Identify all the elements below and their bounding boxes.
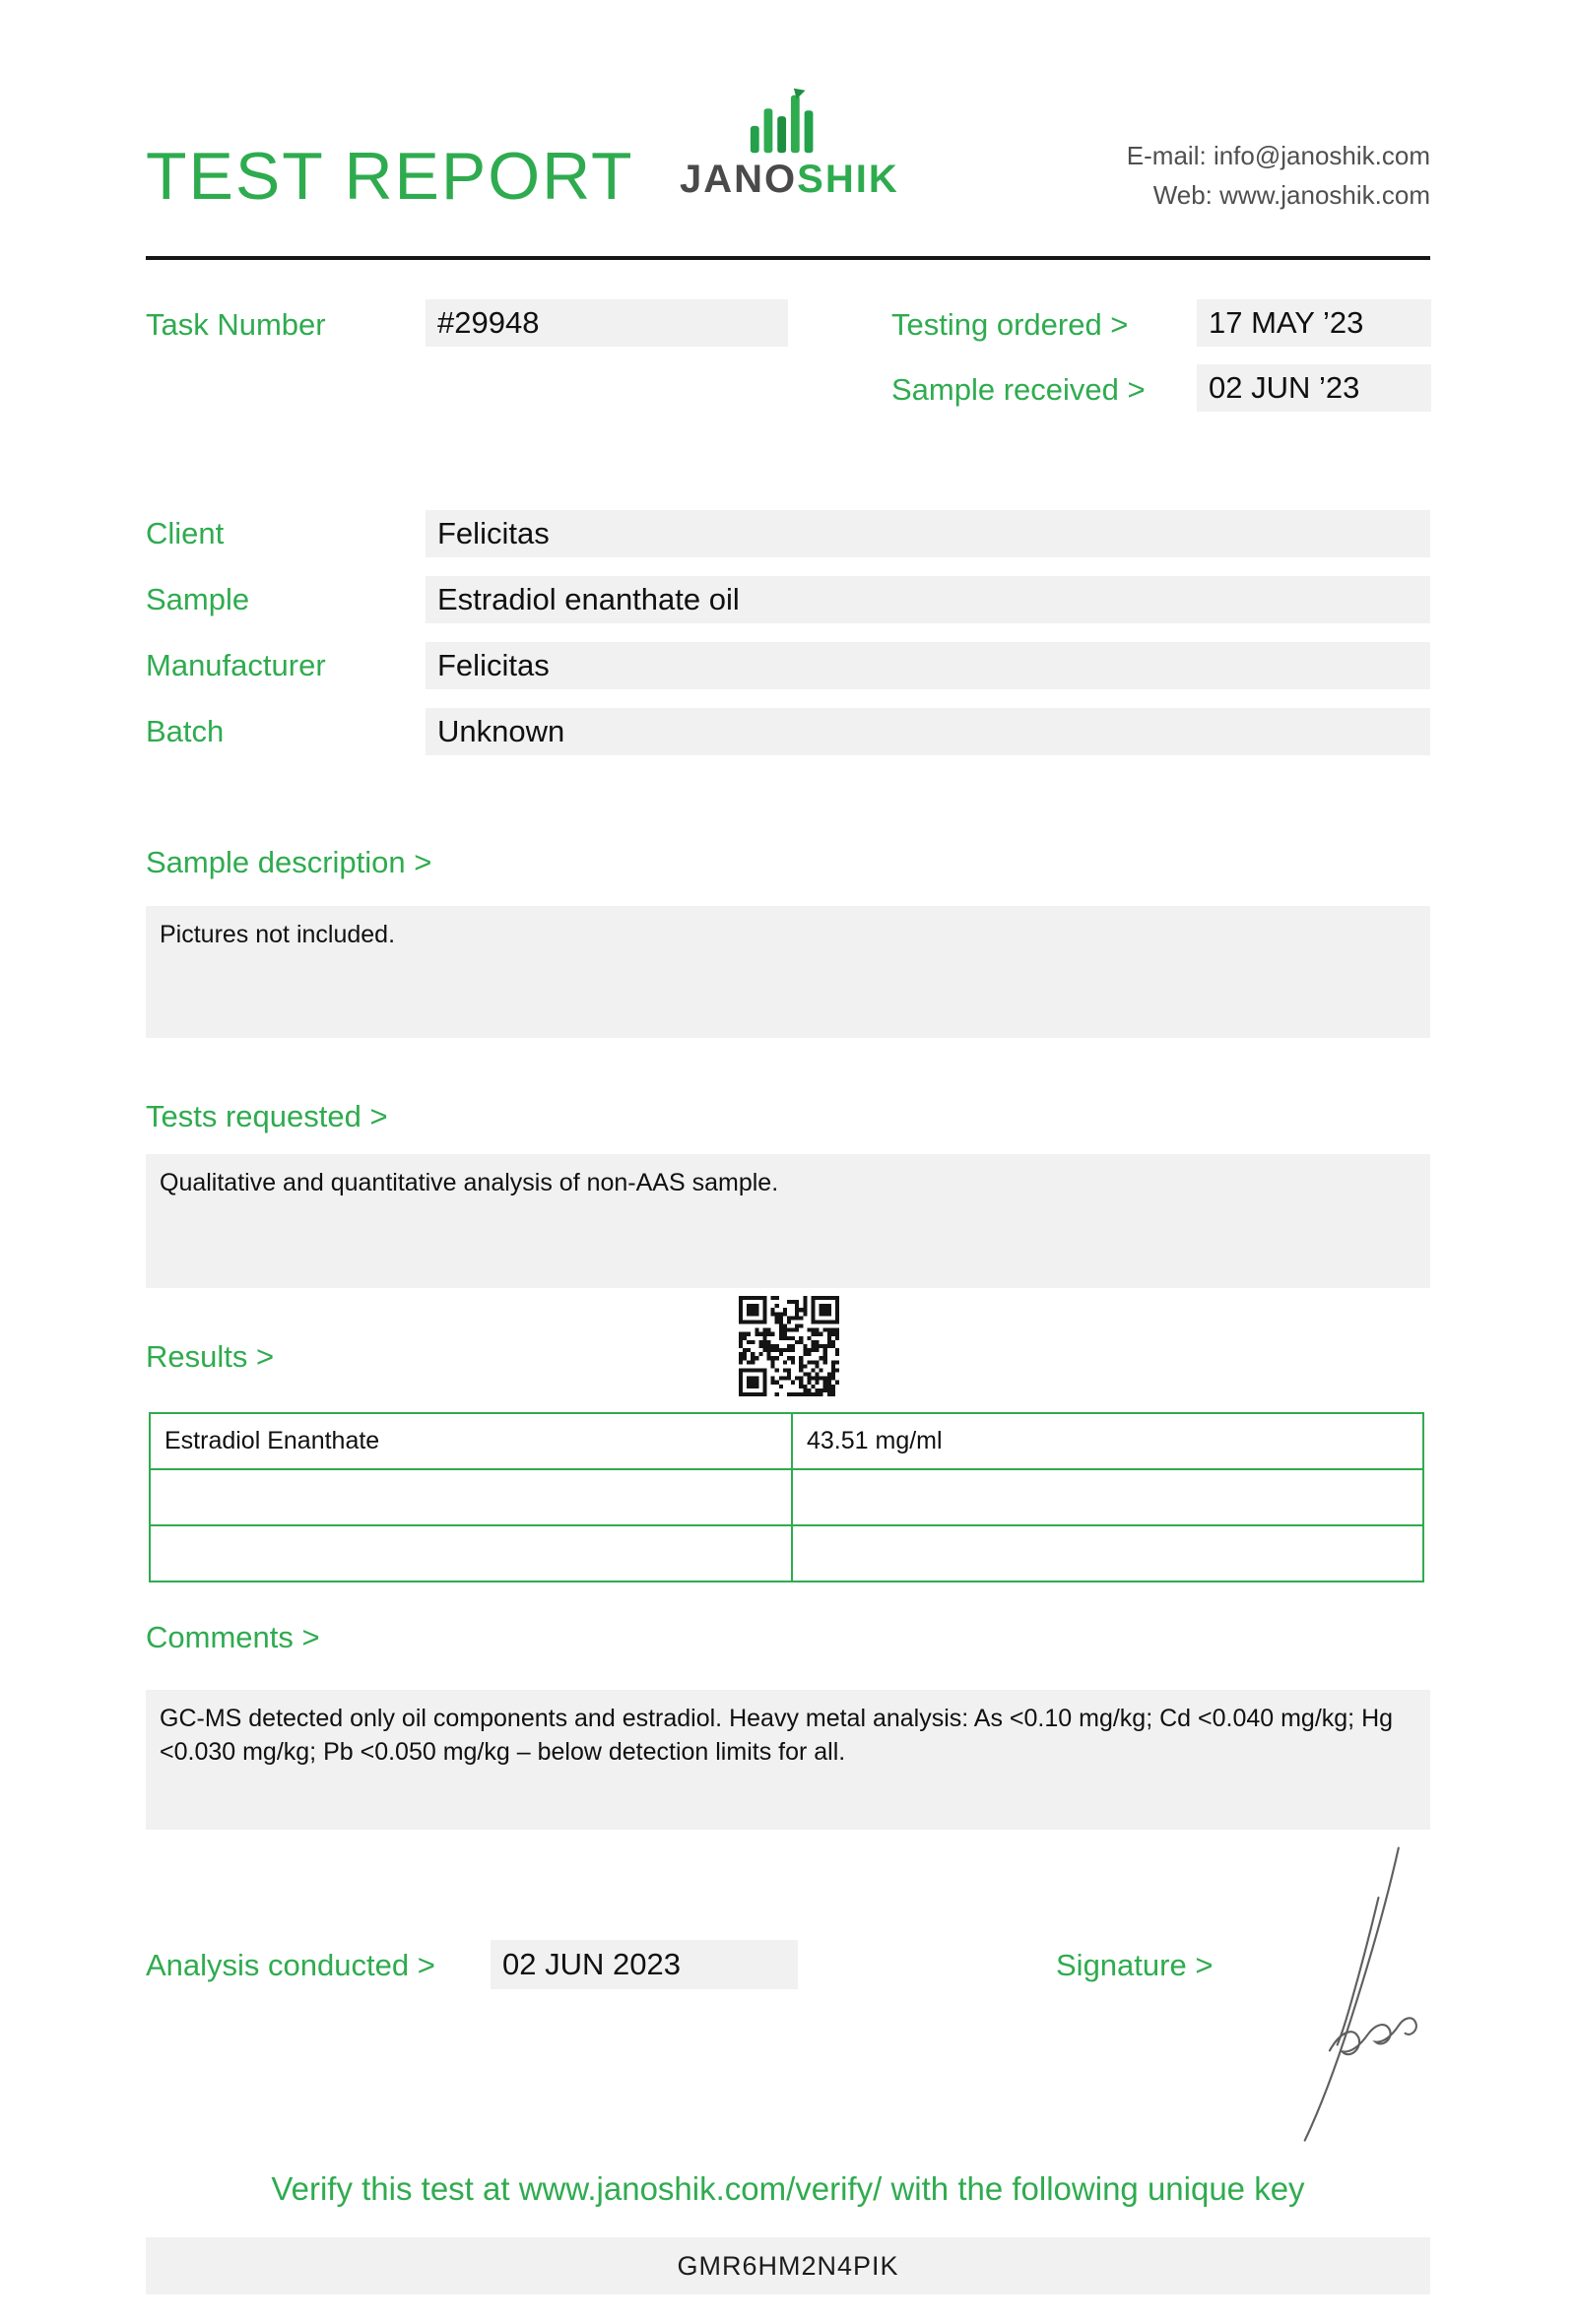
results-row [150,1525,1423,1582]
results-heading: Results > [146,1339,275,1374]
batch-value: Unknown [426,708,1430,755]
sample-received-value: 02 JUN ’23 [1197,364,1431,412]
signature-image [1263,1838,1425,2155]
comments-text: GC-MS detected only oil components and estradiol. Heavy metal analysis: As <0.10 mg/kg; Cd <0.040 mg/kg; Hg <0.030 mg/kg; Pb <0.050 mg/kg – below detection limits for all. [160,1705,1394,1766]
results-row [150,1469,1423,1525]
logo-chart-icon [745,87,831,156]
email-value: info@janoshik.com [1213,141,1430,170]
logo-text-shik: SHIK [797,158,899,201]
verify-text: Verify this test at www.janoshik.com/verify/ with the following unique key [271,2170,1305,2207]
tests-requested-box [146,1154,1430,1288]
batch-label: Batch [146,714,225,748]
contact-web [1127,175,1430,215]
logo-text-jano: JANO [680,158,798,201]
client-label: Client [146,516,225,550]
result-value [792,1469,1423,1525]
email-label: E-mail: [1126,141,1207,170]
contact-email [1127,136,1430,175]
results-table [149,1412,1424,1582]
task-number-value: #29948 [426,299,788,347]
contact-info [1127,136,1430,215]
sample-description-heading: Sample description > [146,845,432,879]
info-row-batch [146,708,1430,755]
info-row-manufacturer [146,642,1430,689]
result-substance: Estradiol Enanthate [150,1413,792,1469]
comments-heading: Comments > [146,1620,320,1654]
sample-description-text: Pictures not included. [160,921,396,948]
sample-description-box [146,906,1430,1038]
info-row-sample [146,576,1430,623]
header-divider [146,256,1430,260]
comments-box [146,1690,1430,1830]
sample-received-label: Sample received > [891,372,1146,407]
tests-requested-heading: Tests requested > [146,1099,388,1133]
task-number-label: Task Number [146,307,326,342]
sample-label: Sample [146,582,250,616]
testing-ordered-label: Testing ordered > [891,307,1129,342]
result-substance [150,1469,792,1525]
info-row-client [146,510,1430,557]
analysis-conducted-value: 02 JUN 2023 [491,1940,798,1989]
web-value: www.janoshik.com [1219,180,1430,210]
analysis-conducted-label: Analysis conducted > [146,1948,435,1982]
result-value: 43.51 mg/ml [792,1413,1423,1469]
janoshik-logo [680,87,899,202]
verify-key: GMR6HM2N4PIK [146,2237,1430,2294]
client-value: Felicitas [426,510,1430,557]
report-title: TEST REPORT [146,139,634,214]
sample-value: Estradiol enanthate oil [426,576,1430,623]
result-value [792,1525,1423,1582]
testing-ordered-value: 17 MAY ’23 [1197,299,1431,347]
web-label: Web: [1152,180,1213,210]
tests-requested-text: Qualitative and quantitative analysis of non-AAS sample. [160,1169,779,1196]
info-section [146,510,1430,755]
logo-text [680,158,899,202]
manufacturer-label: Manufacturer [146,648,326,682]
signature-label: Signature > [1056,1948,1214,1982]
manufacturer-value: Felicitas [426,642,1430,689]
result-substance [150,1525,792,1582]
qr-code [739,1296,839,1396]
results-row [150,1413,1423,1469]
